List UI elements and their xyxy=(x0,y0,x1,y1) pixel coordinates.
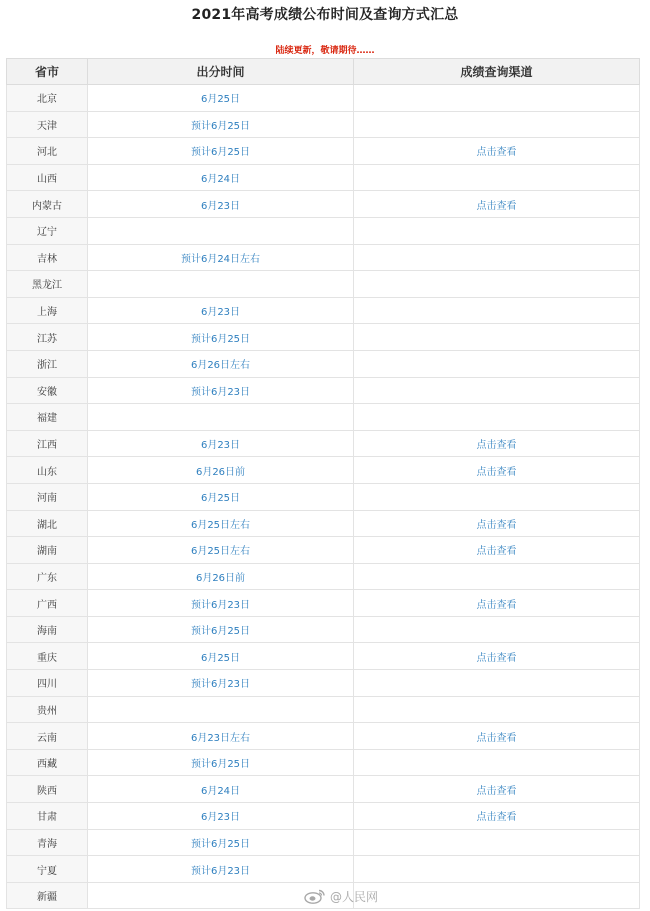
table-row xyxy=(7,191,640,218)
query-link[interactable]: 点击查看 xyxy=(354,138,640,165)
release-date-cell: 预计6月25日 xyxy=(88,616,354,643)
query-cell xyxy=(354,324,640,351)
query-cell xyxy=(354,377,640,404)
release-date-cell: 6月25日左右 xyxy=(88,537,354,564)
watermark xyxy=(304,886,378,906)
province-cell: 广东 xyxy=(7,563,88,590)
table-row xyxy=(7,404,640,431)
table-row xyxy=(7,217,640,244)
province-cell: 四川 xyxy=(7,670,88,697)
query-link[interactable]: 点击查看 xyxy=(354,723,640,750)
query-link[interactable]: 点击查看 xyxy=(354,537,640,564)
province-cell: 甘肃 xyxy=(7,803,88,830)
query-cell xyxy=(354,164,640,191)
table-row xyxy=(7,590,640,617)
table-row xyxy=(7,696,640,723)
release-date-cell: 预计6月25日 xyxy=(88,829,354,856)
release-date-cell: 6月26日左右 xyxy=(88,350,354,377)
release-date-cell: 预计6月25日 xyxy=(88,138,354,165)
query-cell xyxy=(354,749,640,776)
province-cell: 湖北 xyxy=(7,510,88,537)
province-cell: 湖南 xyxy=(7,537,88,564)
release-date-cell: 6月26日前 xyxy=(88,563,354,590)
table-row xyxy=(7,537,640,564)
watermark-text: @人民网 xyxy=(330,889,379,904)
query-cell xyxy=(354,696,640,723)
query-cell xyxy=(354,271,640,298)
table-row xyxy=(7,85,640,112)
table-row xyxy=(7,430,640,457)
query-cell xyxy=(354,111,640,138)
province-cell: 黑龙江 xyxy=(7,271,88,298)
query-cell xyxy=(354,616,640,643)
query-cell xyxy=(354,85,640,112)
weibo-logo-icon xyxy=(304,888,326,904)
query-cell xyxy=(354,670,640,697)
query-cell xyxy=(354,244,640,271)
table-row xyxy=(7,803,640,830)
release-date-cell: 6月23日 xyxy=(88,803,354,830)
release-date-cell: 6月25日左右 xyxy=(88,510,354,537)
table-row xyxy=(7,776,640,803)
province-cell: 云南 xyxy=(7,723,88,750)
table-row xyxy=(7,297,640,324)
release-date-cell: 6月24日 xyxy=(88,164,354,191)
table-row xyxy=(7,244,640,271)
table-row xyxy=(7,749,640,776)
query-link[interactable]: 点击查看 xyxy=(354,191,640,218)
table-row xyxy=(7,164,640,191)
query-link[interactable]: 点击查看 xyxy=(354,510,640,537)
table-row xyxy=(7,457,640,484)
province-cell: 山西 xyxy=(7,164,88,191)
table-row xyxy=(7,856,640,883)
province-cell: 上海 xyxy=(7,297,88,324)
update-note: 陆续更新，敬请期待…… xyxy=(275,46,375,56)
query-cell xyxy=(354,563,640,590)
table-row xyxy=(7,510,640,537)
release-date-cell: 预计6月25日 xyxy=(88,324,354,351)
table-row xyxy=(7,271,640,298)
table-row xyxy=(7,643,640,670)
province-cell: 吉林 xyxy=(7,244,88,271)
query-cell xyxy=(354,856,640,883)
province-cell: 陕西 xyxy=(7,776,88,803)
province-cell: 青海 xyxy=(7,829,88,856)
query-cell xyxy=(354,350,640,377)
province-cell: 海南 xyxy=(7,616,88,643)
table-row xyxy=(7,616,640,643)
province-cell: 福建 xyxy=(7,404,88,431)
release-date-cell: 预计6月23日 xyxy=(88,377,354,404)
table-row xyxy=(7,377,640,404)
table-row xyxy=(7,563,640,590)
table-row xyxy=(7,723,640,750)
province-cell: 北京 xyxy=(7,85,88,112)
province-cell: 西藏 xyxy=(7,749,88,776)
page-title: 2021年高考成绩公布时间及查询方式汇总 xyxy=(191,7,459,23)
release-date-cell: 预计6月23日 xyxy=(88,856,354,883)
release-date-cell: 预计6月23日 xyxy=(88,670,354,697)
table-row xyxy=(7,829,640,856)
table-header-row xyxy=(7,59,640,85)
release-date-cell: 预计6月24日左右 xyxy=(88,244,354,271)
release-date-cell: 6月25日 xyxy=(88,643,354,670)
query-cell xyxy=(354,297,640,324)
score-release-table xyxy=(6,58,640,909)
release-date-cell: 6月23日 xyxy=(88,430,354,457)
table-row xyxy=(7,483,640,510)
province-cell: 宁夏 xyxy=(7,856,88,883)
table-row xyxy=(7,138,640,165)
release-date-cell: 6月26日前 xyxy=(88,457,354,484)
province-cell: 辽宁 xyxy=(7,217,88,244)
release-date-cell: 6月23日 xyxy=(88,191,354,218)
province-cell: 天津 xyxy=(7,111,88,138)
release-date-cell xyxy=(88,404,354,431)
province-cell: 河南 xyxy=(7,483,88,510)
query-link[interactable]: 点击查看 xyxy=(354,776,640,803)
table-row xyxy=(7,324,640,351)
query-link[interactable]: 点击查看 xyxy=(354,457,640,484)
query-cell xyxy=(354,217,640,244)
header-query-channel: 成绩查询渠道 xyxy=(354,59,640,85)
table-row xyxy=(7,670,640,697)
query-cell xyxy=(354,829,640,856)
province-cell: 安徽 xyxy=(7,377,88,404)
query-link[interactable]: 点击查看 xyxy=(354,590,640,617)
release-date-cell: 6月23日左右 xyxy=(88,723,354,750)
release-date-cell: 预计6月23日 xyxy=(88,590,354,617)
release-date-cell: 6月23日 xyxy=(88,297,354,324)
province-cell: 浙江 xyxy=(7,350,88,377)
release-date-cell xyxy=(88,696,354,723)
query-link[interactable]: 点击查看 xyxy=(354,430,640,457)
release-date-cell xyxy=(88,217,354,244)
province-cell: 山东 xyxy=(7,457,88,484)
province-cell: 内蒙古 xyxy=(7,191,88,218)
province-cell: 江苏 xyxy=(7,324,88,351)
header-release-date: 出分时间 xyxy=(88,59,354,85)
release-date-cell: 6月24日 xyxy=(88,776,354,803)
release-date-cell: 6月25日 xyxy=(88,85,354,112)
province-cell: 重庆 xyxy=(7,643,88,670)
table-body xyxy=(7,85,640,909)
province-cell: 河北 xyxy=(7,138,88,165)
query-link[interactable]: 点击查看 xyxy=(354,643,640,670)
query-link[interactable]: 点击查看 xyxy=(354,803,640,830)
province-cell: 新疆 xyxy=(7,882,88,909)
release-date-cell xyxy=(88,271,354,298)
release-date-cell: 预计6月25日 xyxy=(88,111,354,138)
release-date-cell: 6月25日 xyxy=(88,483,354,510)
province-cell: 广西 xyxy=(7,590,88,617)
table-row xyxy=(7,350,640,377)
query-cell xyxy=(354,483,640,510)
header-province: 省市 xyxy=(7,59,88,85)
query-cell xyxy=(354,404,640,431)
query-cell xyxy=(354,882,640,909)
table-row xyxy=(7,111,640,138)
province-cell: 江西 xyxy=(7,430,88,457)
release-date-cell: 预计6月25日 xyxy=(88,749,354,776)
province-cell: 贵州 xyxy=(7,696,88,723)
